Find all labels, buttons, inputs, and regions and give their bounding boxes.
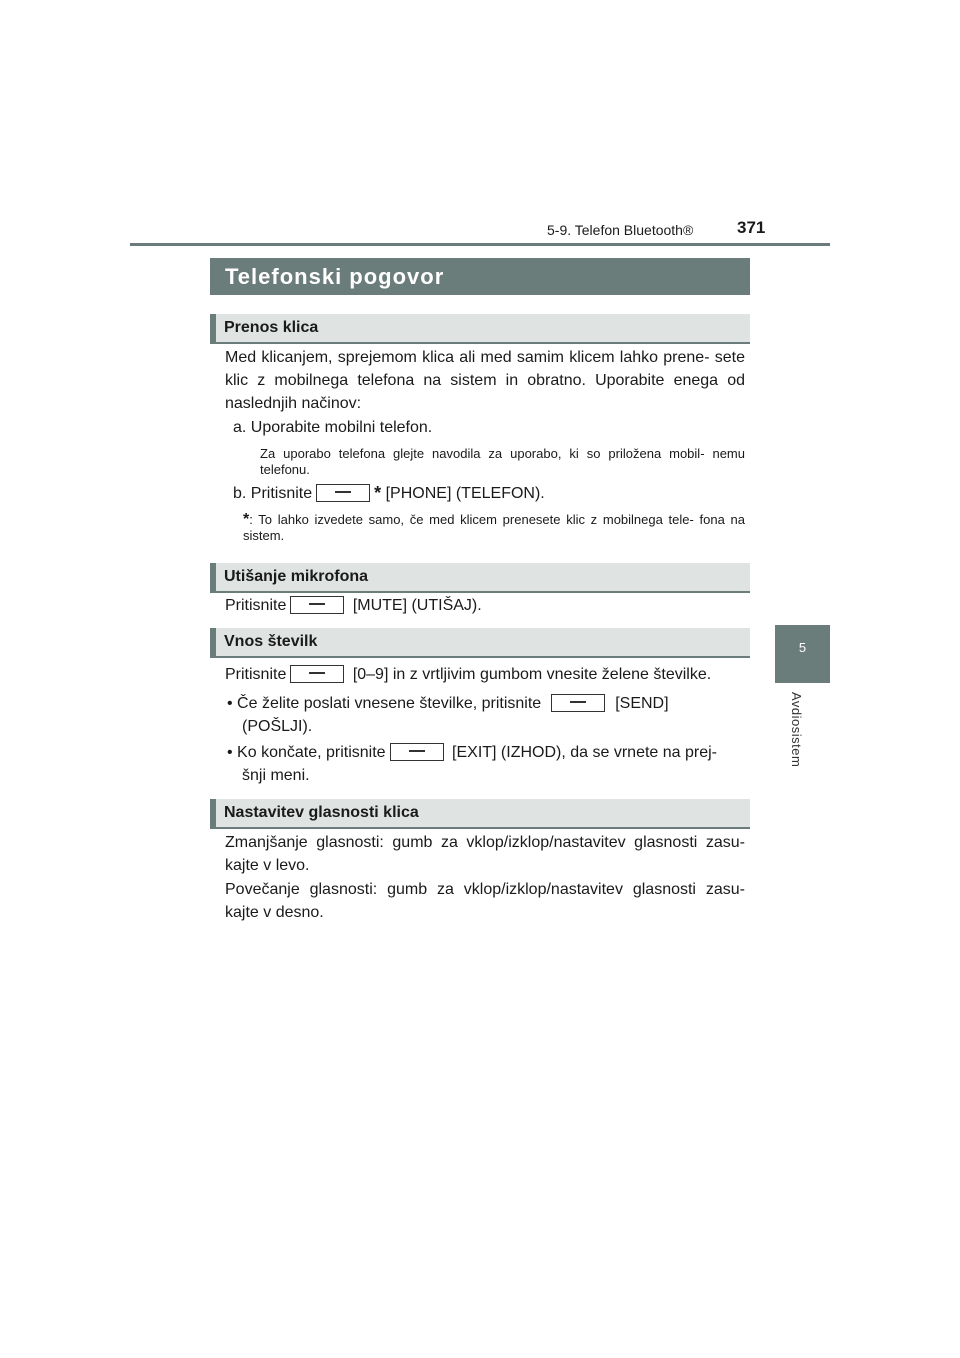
digits-text [225,663,745,686]
chapter-number: 5 [798,640,807,655]
digits-suffix: [0–9] in z vrtljivim gumbom vnesite želene številke. [352,666,712,683]
volume-decrease: Zmanjšanje glasnosti: gumb za vklop/izklop/nastavitev glasnosti zasu- kajte v levo. [225,834,745,874]
transfer-item-b [233,482,753,505]
page-number: 371 [737,218,766,237]
bullet-exit-suffix: [EXIT] (IZHOD), da se vrnete na prej- [452,744,717,761]
item-b-star: * [374,483,382,503]
heading-transfer: Prenos klica [210,314,750,342]
mute-suffix: [MUTE] (UTIŠAJ). [352,597,482,614]
digits-bullet-send-cont: (POŠLJI). [242,718,313,735]
digits-bullet-exit [227,741,747,764]
volume-increase: Povečanje glasnosti: gumb za vklop/izklop/nastavitev glasnosti zasu- kajte v desno. [225,881,745,921]
item-b-prefix: b. Pritisnite [233,485,313,502]
bullet-send-suffix: [SEND] [615,695,669,712]
heading-volume: Nastavitev glasnosti klica [210,799,750,827]
mute-text [225,594,745,617]
transfer-item-a: a. Uporabite mobilni telefon. [233,419,433,436]
mute-prefix: Pritisnite [225,597,287,614]
header-section: 5-9. Telefon Bluetooth® [547,222,694,238]
digits-bullet-send [227,692,747,715]
header-rule [130,243,830,246]
page-title: Telefonski pogovor [210,258,750,295]
bullet-send-prefix: • Če želite poslati vnesene številke, pritisnite [227,695,542,712]
send-button-icon [551,694,605,712]
item-b-suffix: [PHONE] (TELEFON). [385,485,545,502]
bullet-exit-prefix: • Ko končate, pritisnite [227,744,386,761]
footnote-text: : To lahko izvedete samo, če med klicem prenesete klic z mobilnega tele- fona na sistem. [243,512,745,543]
heading-mute: Utišanje mikrofona [210,563,750,591]
digits-bullet-exit-cont: šnji meni. [242,767,310,784]
exit-button-icon [390,743,444,761]
digits-prefix: Pritisnite [225,666,287,683]
transfer-item-a-note: Za uporabo telefona glejte navodila za uporabo, ki so priložena mobil- nemu telefonu. [260,446,745,477]
footnote-star: * [243,511,250,528]
phone-button-icon [316,484,370,502]
chapter-label: Avdiosistem [789,692,804,768]
digits-button-icon [290,665,344,683]
heading-digits: Vnos številk [210,628,750,656]
transfer-footnote [243,512,745,544]
transfer-intro: Med klicanjem, sprejemom klica ali med samim klicem lahko prene- sete klic z mobilnega telefona na sistem in obratno. Uporabite enega od naslednjih načinov: [225,349,745,412]
mute-button-icon [290,596,344,614]
